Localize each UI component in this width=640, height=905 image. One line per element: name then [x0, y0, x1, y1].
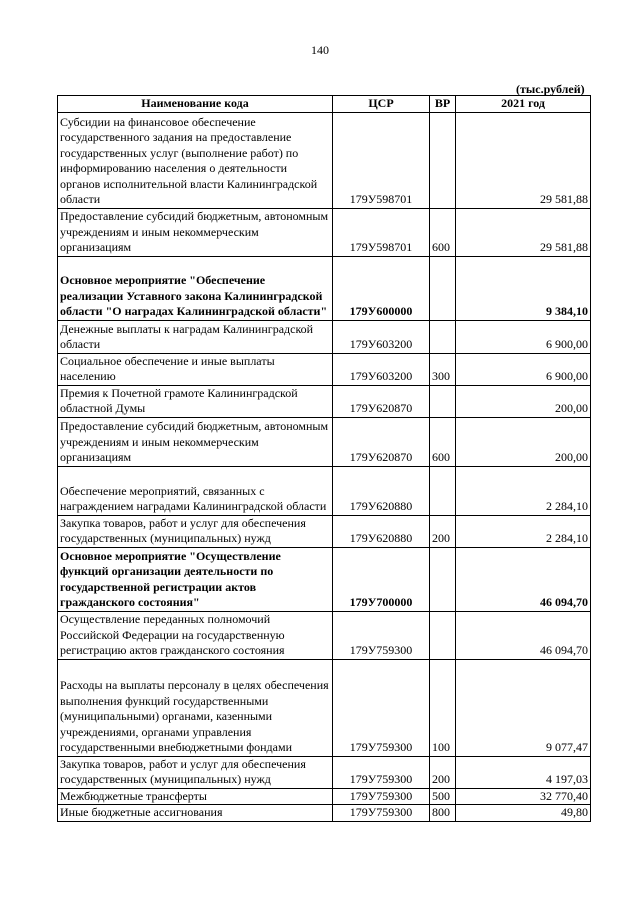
row-csr-cell: 179У603200 [333, 320, 430, 353]
row-amount-cell: 200,00 [456, 385, 591, 417]
row-csr-cell: 179У759300 [333, 611, 430, 659]
row-vr-cell [430, 112, 456, 208]
table-body [58, 112, 591, 821]
table-row [58, 515, 591, 547]
row-name-cell: Предоставление субсидий бюджетным, автономным учреждениям и иным некоммерческим организациям [58, 417, 333, 466]
header-csr: ЦСР [333, 96, 430, 113]
row-vr-cell [430, 320, 456, 353]
row-csr-cell: 179У700000 [333, 547, 430, 611]
row-amount-cell: 4 197,03 [456, 756, 591, 788]
row-csr-cell: 179У759300 [333, 788, 430, 805]
table-row [58, 659, 591, 756]
row-name-cell: Расходы на выплаты персоналу в целях обеспечения выполнения функций государственными (муниципальными) органами, казенными учреждениями, органами управления государственными внебюджетными фондами [58, 659, 333, 756]
row-name-cell: Закупка товаров, работ и услуг для обеспечения государственных (муниципальных) нужд [58, 515, 333, 547]
row-amount-cell: 2 284,10 [456, 515, 591, 547]
row-csr-cell: 179У759300 [333, 659, 430, 756]
row-amount-cell: 2 284,10 [456, 466, 591, 515]
table-row [58, 547, 591, 611]
row-csr-cell: 179У598701 [333, 112, 430, 208]
table-row [58, 611, 591, 659]
row-vr-cell [430, 611, 456, 659]
row-amount-cell: 9 384,10 [456, 256, 591, 320]
row-amount-cell: 46 094,70 [456, 611, 591, 659]
table-row [58, 112, 591, 208]
table-row [58, 320, 591, 353]
row-amount-cell: 200,00 [456, 417, 591, 466]
row-amount-cell: 6 900,00 [456, 353, 591, 385]
header-vr: ВР [430, 96, 456, 113]
row-name-cell: Основное мероприятие "Осуществление функций организации деятельности по государственной регистрации актов гражданского состояния" [58, 547, 333, 611]
row-csr-cell: 179У620880 [333, 515, 430, 547]
table-row [58, 788, 591, 805]
row-csr-cell: 179У600000 [333, 256, 430, 320]
row-vr-cell: 200 [430, 515, 456, 547]
row-amount-cell: 29 581,88 [456, 208, 591, 256]
budget-table [57, 95, 591, 822]
row-csr-cell: 179У620870 [333, 417, 430, 466]
row-csr-cell: 179У759300 [333, 805, 430, 822]
row-name-cell: Субсидии на финансовое обеспечение государственного задания на предоставление государственных услуг (выполнение работ) по информированию населения о деятельности органов исполнительной власти Калининградской области [58, 112, 333, 208]
row-vr-cell [430, 547, 456, 611]
row-name-cell: Обеспечение мероприятий, связанных с награждением наградами Калининградской области [58, 466, 333, 515]
table-row [58, 756, 591, 788]
row-vr-cell [430, 256, 456, 320]
row-vr-cell: 300 [430, 353, 456, 385]
row-amount-cell: 29 581,88 [456, 112, 591, 208]
row-name-cell: Иные бюджетные ассигнования [58, 805, 333, 822]
row-vr-cell [430, 385, 456, 417]
row-vr-cell: 800 [430, 805, 456, 822]
row-vr-cell: 600 [430, 208, 456, 256]
table-row [58, 417, 591, 466]
row-vr-cell: 200 [430, 756, 456, 788]
row-name-cell: Межбюджетные трансферты [58, 788, 333, 805]
table-row [58, 353, 591, 385]
row-name-cell: Социальное обеспечение и иные выплаты населению [58, 353, 333, 385]
row-vr-cell: 100 [430, 659, 456, 756]
row-amount-cell: 6 900,00 [456, 320, 591, 353]
row-vr-cell: 600 [430, 417, 456, 466]
table-row [58, 256, 591, 320]
row-csr-cell: 179У603200 [333, 353, 430, 385]
row-name-cell: Денежные выплаты к наградам Калининградской области [58, 320, 333, 353]
row-amount-cell: 46 094,70 [456, 547, 591, 611]
row-name-cell: Закупка товаров, работ и услуг для обеспечения государственных (муниципальных) нужд [58, 756, 333, 788]
row-name-cell: Осуществление переданных полномочий Российской Федерации на государственную регистрацию актов гражданского состояния [58, 611, 333, 659]
table-row [58, 805, 591, 822]
row-csr-cell: 179У620880 [333, 466, 430, 515]
table-row [58, 466, 591, 515]
row-vr-cell [430, 466, 456, 515]
page-number: 140 [311, 43, 329, 57]
row-vr-cell: 500 [430, 788, 456, 805]
row-amount-cell: 49,80 [456, 805, 591, 822]
row-name-cell: Предоставление субсидий бюджетным, автономным учреждениям и иным некоммерческим организациям [58, 208, 333, 256]
table-row [58, 208, 591, 256]
row-csr-cell: 179У759300 [333, 756, 430, 788]
row-csr-cell: 179У598701 [333, 208, 430, 256]
row-csr-cell: 179У620870 [333, 385, 430, 417]
header-year: 2021 год [456, 96, 591, 113]
header-name: Наименование кода [58, 96, 333, 113]
table-header-row [58, 96, 591, 113]
row-amount-cell: 9 077,47 [456, 659, 591, 756]
row-name-cell: Основное мероприятие "Обеспечение реализации Уставного закона Калининградской области "О наградах Калининградской области" [58, 256, 333, 320]
table-row [58, 385, 591, 417]
units-label: (тыс.рублей) [516, 82, 585, 96]
row-amount-cell: 32 770,40 [456, 788, 591, 805]
row-name-cell: Премия к Почетной грамоте Калининградской областной Думы [58, 385, 333, 417]
